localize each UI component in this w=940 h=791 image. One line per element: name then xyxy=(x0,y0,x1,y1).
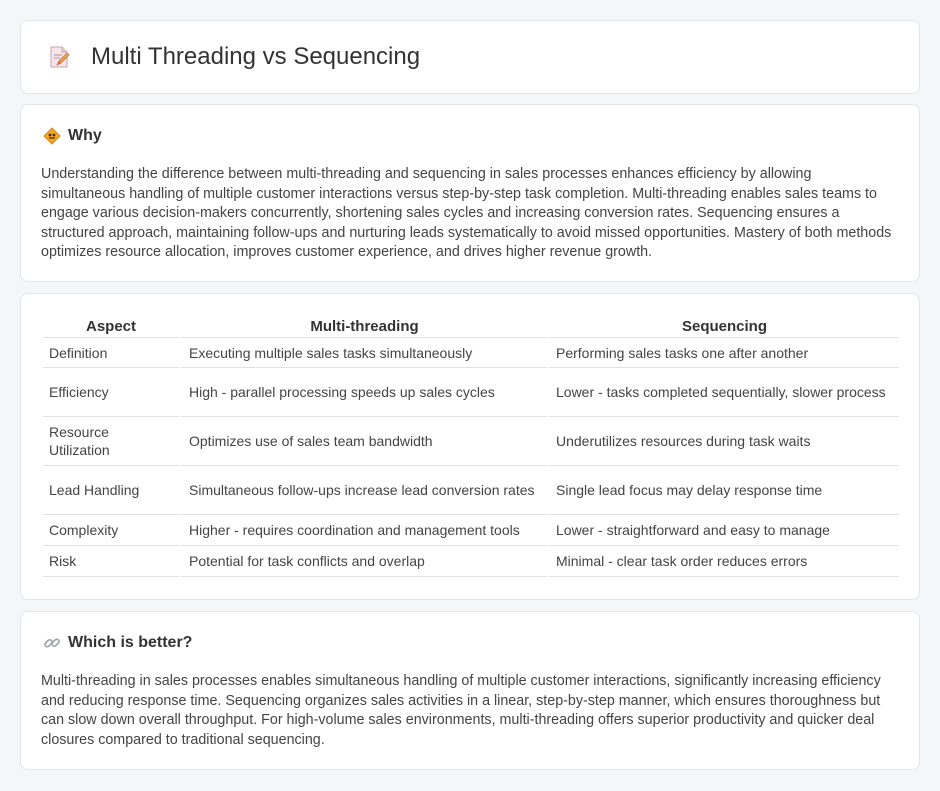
sequencing-cell: Performing sales tasks one after another xyxy=(546,338,899,368)
multi-threading-cell: High - parallel processing speeds up sales cycles xyxy=(179,368,546,417)
why-section xyxy=(20,104,920,282)
table-row xyxy=(43,466,899,515)
multi-threading-cell: Higher - requires coordination and management tools xyxy=(179,515,546,546)
sequencing-cell: Lower - straightforward and easy to manage xyxy=(546,515,899,546)
which-is-better-section xyxy=(20,611,920,770)
why-title: Why xyxy=(68,127,102,144)
multi-threading-cell: Optimizes use of sales team bandwidth xyxy=(179,417,546,466)
header-sequencing: Sequencing xyxy=(546,316,899,338)
table-row xyxy=(43,515,899,546)
header-aspect: Aspect xyxy=(43,316,179,338)
aspect-cell: Definition xyxy=(43,338,179,368)
multi-threading-cell: Potential for task conflicts and overlap xyxy=(179,546,546,577)
table-header-row xyxy=(43,316,899,338)
why-body: Understanding the difference between multi-threading and sequencing in sales processes enhances efficiency by allowing simultaneous handling of multiple customer interactions versus step-by-step task completion. Multi-threading enables sales teams to engage various decision-makers concurrently, shortening sales cycles and increasing conversion rates. Sequencing ensures a structured approach, maintaining follow-ups and nurturing leads systematically to avoid missed opportunities. Mastery of both methods optimizes resource allocation, improves customer experience, and drives higher revenue growth. xyxy=(41,166,892,260)
header-multi-threading: Multi-threading xyxy=(179,316,546,338)
aspect-cell: Efficiency xyxy=(43,368,179,417)
table-row xyxy=(43,546,899,577)
aspect-cell: Resource Utilization xyxy=(43,417,179,466)
sequencing-cell: Underutilizes resources during task waits xyxy=(546,417,899,466)
link-icon xyxy=(43,634,61,652)
page-title: Multi Threading vs Sequencing xyxy=(91,43,421,70)
table-row xyxy=(43,368,899,417)
sequencing-cell: Lower - tasks completed sequentially, slower process xyxy=(546,368,899,417)
table-row xyxy=(43,338,899,368)
which-is-better-body: Multi-threading in sales processes enables simultaneous handling of multiple customer interactions, significantly increasing efficiency and reducing response time. Sequencing organizes sales activities in a linear, step-by-step manner, which ensures thoroughness but can slow down overall throughput. For high-volume sales environments, multi-threading offers superior productivity and quicker deal closures compared to traditional sequencing. xyxy=(41,673,881,748)
comparison-table xyxy=(43,316,899,577)
aspect-cell: Lead Handling xyxy=(43,466,179,515)
multi-threading-cell: Executing multiple sales tasks simultaneously xyxy=(179,338,546,368)
sequencing-cell: Single lead focus may delay response time xyxy=(546,466,899,515)
multi-threading-cell: Simultaneous follow-ups increase lead conversion rates xyxy=(179,466,546,515)
header-card xyxy=(20,20,920,94)
document-pencil-icon xyxy=(47,45,71,69)
table-row xyxy=(43,417,899,466)
aspect-cell: Risk xyxy=(43,546,179,577)
comparison-section xyxy=(20,293,920,600)
which-is-better-title: Which is better? xyxy=(68,634,193,651)
diamond-sign-icon xyxy=(43,127,61,145)
aspect-cell: Complexity xyxy=(43,515,179,546)
sequencing-cell: Minimal - clear task order reduces errors xyxy=(546,546,899,577)
